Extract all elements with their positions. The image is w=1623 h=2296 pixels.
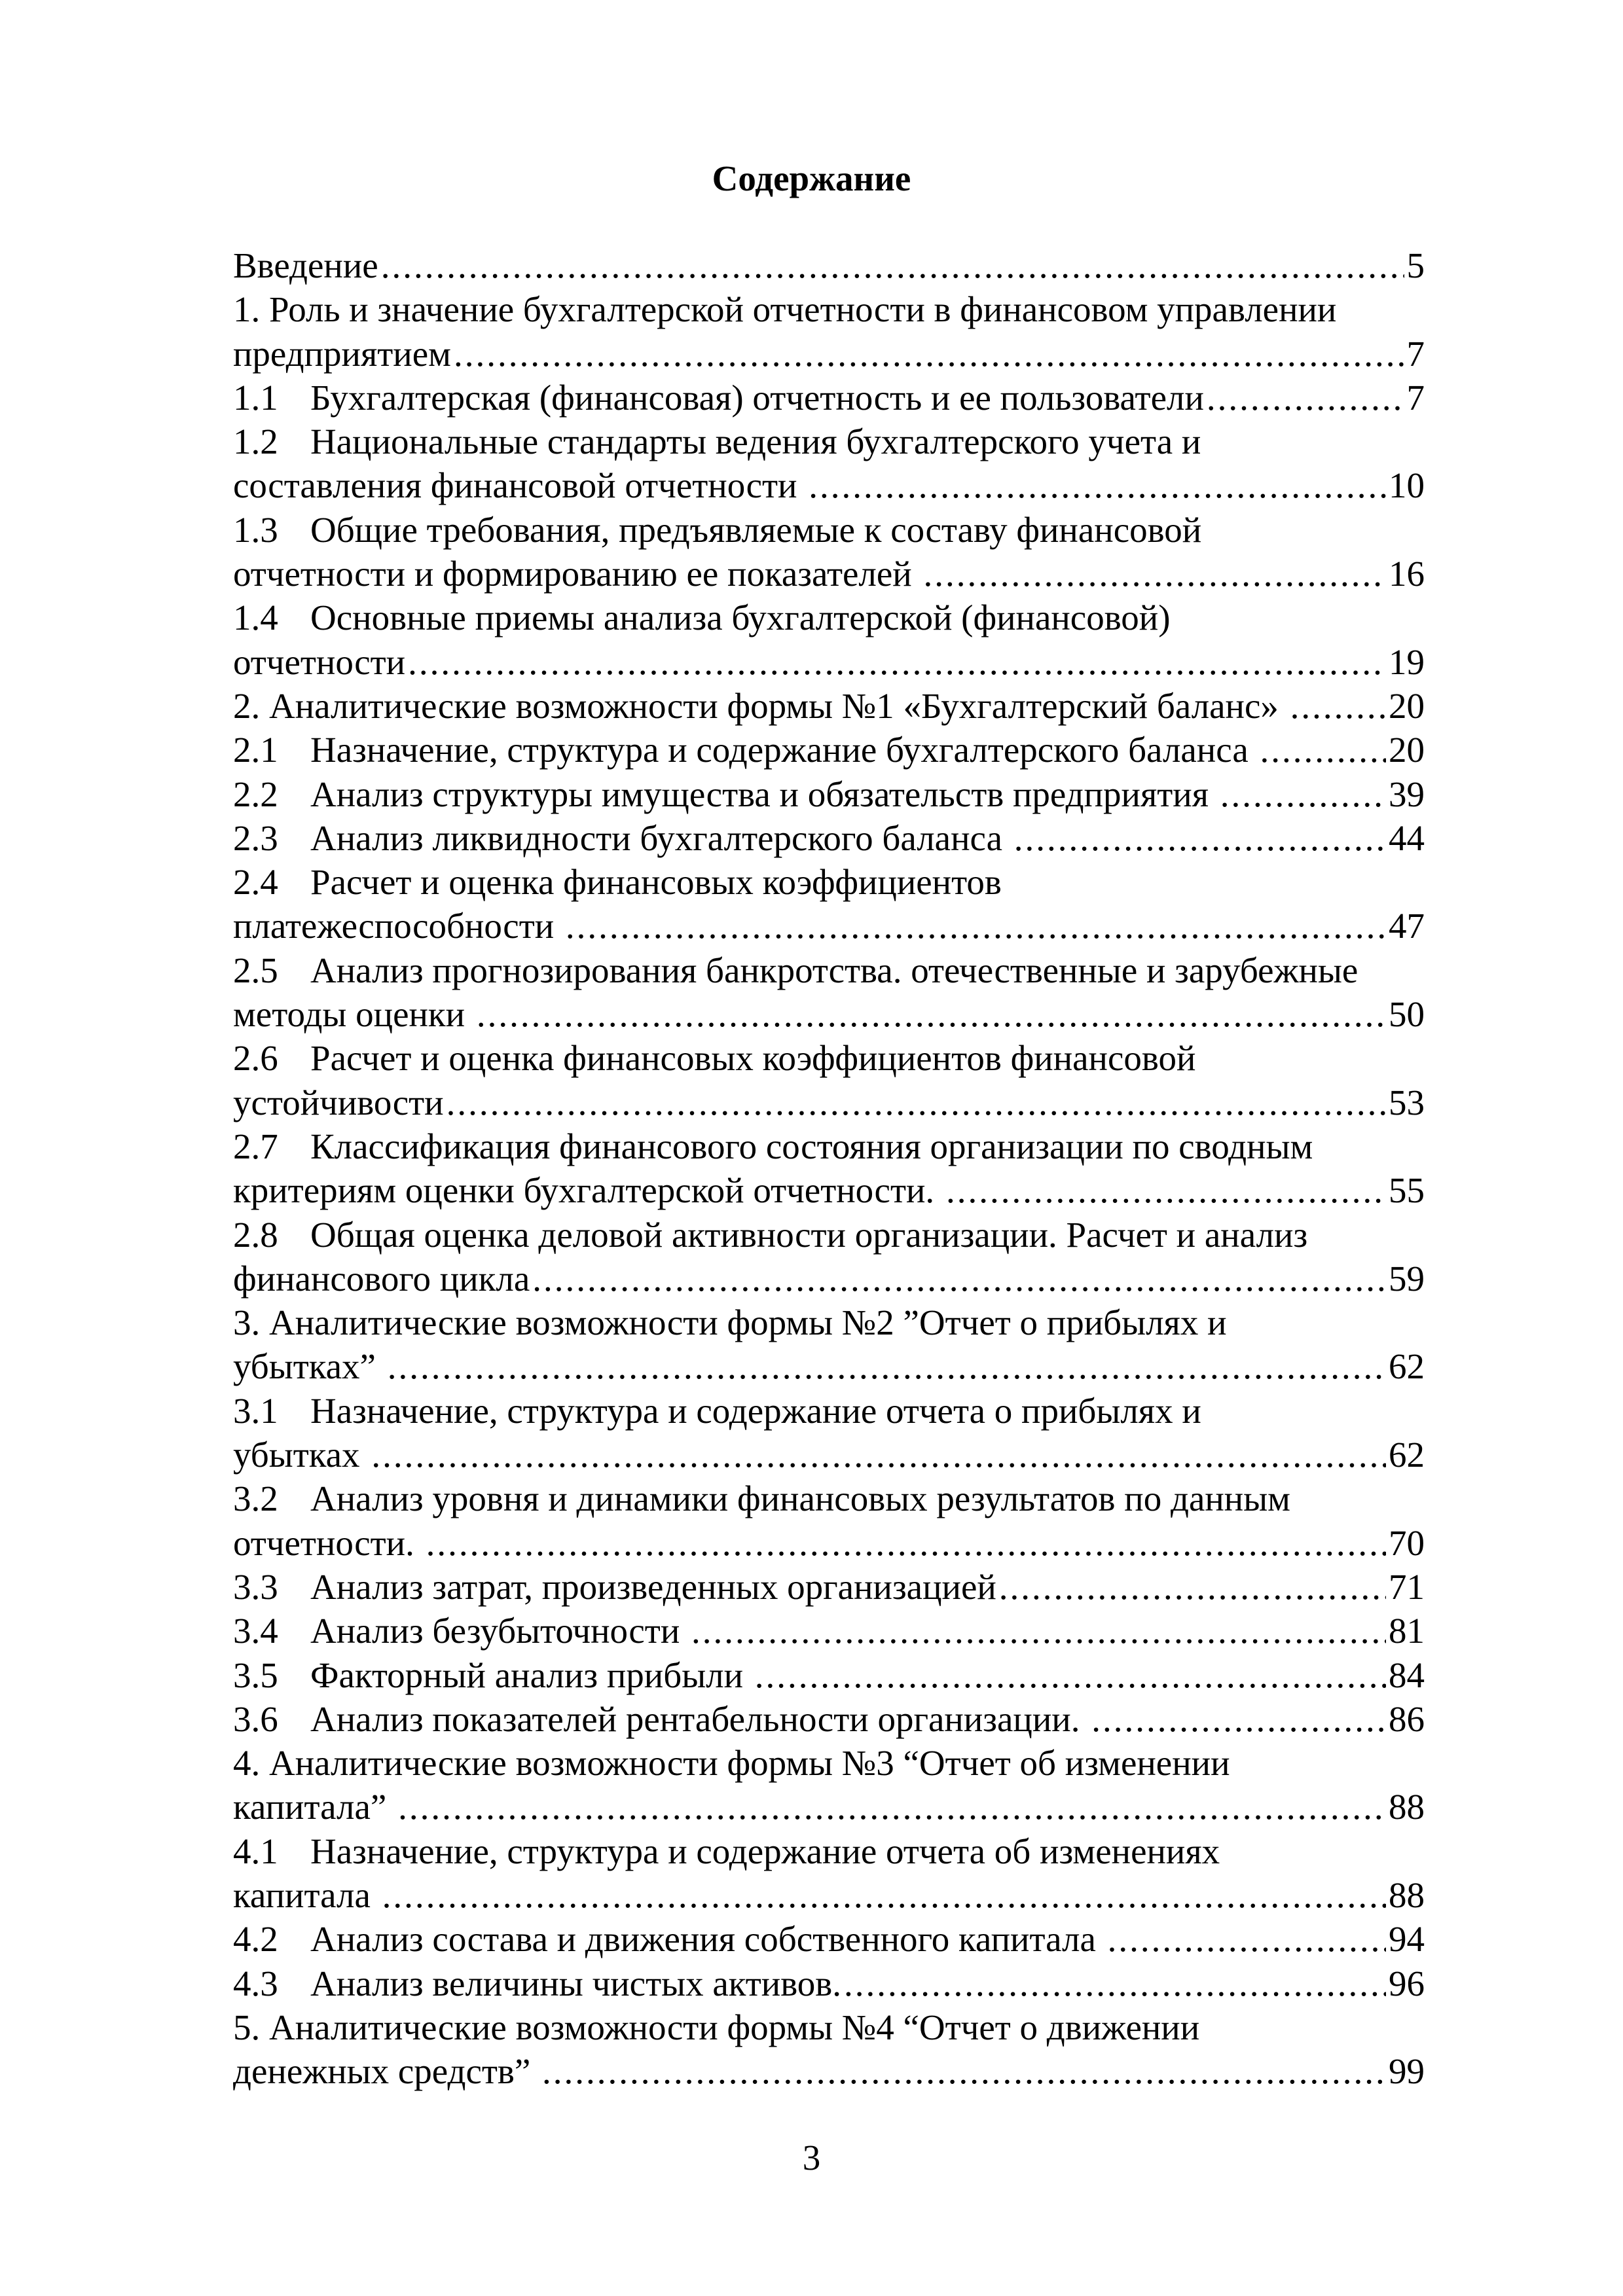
- toc-entry-number: 2.3: [233, 817, 278, 858]
- toc-entry-page: 7: [1406, 377, 1425, 418]
- toc-entry-number: 4.3: [233, 1963, 278, 2003]
- toc-entry: [233, 2005, 1425, 2094]
- toc-entry: [233, 1697, 1425, 1741]
- toc-entry-page: 88: [1389, 1874, 1425, 1915]
- toc-entry-title: устойчивости: [233, 1082, 444, 1122]
- toc-entry: [233, 728, 1425, 772]
- toc-entry-title: 3. Аналитические возможности формы №2 ”Отчет о прибылях и: [233, 1302, 1227, 1343]
- toc-entry-title: Анализ безубыточности: [310, 1611, 689, 1651]
- toc-entry-page: 47: [1389, 906, 1425, 946]
- toc-entry: [233, 287, 1425, 376]
- toc-entry: [233, 1609, 1425, 1653]
- toc-entry-title: Анализ состава и движения собственного капитала: [310, 1919, 1105, 1960]
- toc-entry-page: 16: [1389, 554, 1425, 594]
- toc-line: [233, 1962, 1425, 2005]
- toc-line: [233, 2005, 1425, 2049]
- toc-entry-number: 4.1: [233, 1831, 278, 1871]
- dot-leader: [809, 463, 1386, 507]
- toc-line: [233, 1036, 1425, 1080]
- toc-entry-number: 3.5: [233, 1655, 278, 1695]
- toc-line: [233, 420, 1425, 463]
- toc-entry-number: 1.1: [233, 377, 278, 418]
- dot-leader: [1014, 816, 1386, 860]
- toc-entry-number: 2.2: [233, 774, 278, 814]
- dot-leader: [1207, 376, 1404, 420]
- toc-entry-title: Анализ прогнозирования банкротства. отечественные и зарубежные: [310, 950, 1359, 990]
- toc-entry: [233, 772, 1425, 816]
- toc-line: [233, 1653, 1425, 1697]
- toc-entry-page: 20: [1389, 730, 1425, 770]
- toc-line: [233, 1344, 1425, 1388]
- toc-line: [233, 772, 1425, 816]
- toc-entry: [233, 816, 1425, 860]
- dot-leader: [454, 332, 1404, 376]
- toc-entry-page: 62: [1389, 1346, 1425, 1387]
- table-of-contents: [233, 243, 1425, 2093]
- toc-entry-title: Назначение, структура и содержание отчета об изменениях: [310, 1831, 1220, 1871]
- toc-entry-title: Бухгалтерская (финансовая) отчетность и ее пользователи: [310, 377, 1204, 418]
- toc-entry-title: 2. Аналитические возможности формы №1 «Бухгалтерский баланс»: [233, 685, 1288, 726]
- dot-leader: [566, 904, 1386, 948]
- toc-line: [233, 1741, 1425, 1785]
- toc-line: [233, 1081, 1425, 1124]
- toc-line: [233, 684, 1425, 728]
- toc-entry: [233, 508, 1425, 596]
- dot-leader: [755, 1653, 1386, 1697]
- toc-entry: [233, 1741, 1425, 1829]
- toc-entry-title: капитала”: [233, 1787, 396, 1827]
- toc-entry-title: Назначение, структура и содержание бухгалтерского баланса: [310, 730, 1258, 770]
- toc-entry-title: Классификация финансового состояния организации по сводным: [310, 1126, 1313, 1166]
- toc-entry: [233, 420, 1425, 508]
- toc-line: [233, 1829, 1425, 1873]
- toc-entry-page: 71: [1389, 1566, 1425, 1607]
- toc-line: [233, 2049, 1425, 2093]
- toc-entry-title: капитала: [233, 1874, 380, 1915]
- toc-entry-title: Основные приемы анализа бухгалтерской (финансовой): [310, 598, 1171, 638]
- toc-entry-number: 2.1: [233, 730, 278, 770]
- toc-entry-page: 84: [1389, 1655, 1425, 1695]
- toc-entry-number: 2.5: [233, 950, 278, 990]
- toc-line: [233, 1873, 1425, 1917]
- toc-entry-title: Анализ ликвидности бухгалтерского баланса: [310, 817, 1012, 858]
- dot-leader: [408, 640, 1386, 684]
- toc-entry-page: 39: [1389, 774, 1425, 814]
- toc-line: [233, 992, 1425, 1036]
- dot-leader: [1091, 1697, 1386, 1741]
- toc-line: [233, 1565, 1425, 1609]
- toc-entry-title: Анализ величины чистых активов.: [310, 1963, 842, 2003]
- toc-entry-page: 86: [1389, 1698, 1425, 1739]
- dot-leader: [388, 1344, 1386, 1388]
- toc-line: [233, 552, 1425, 596]
- toc-entry-title: Анализ показателей рентабельности организации.: [310, 1698, 1089, 1739]
- toc-entry-title: платежеспособности: [233, 906, 563, 946]
- toc-line: [233, 243, 1425, 287]
- dot-leader: [999, 1565, 1386, 1609]
- toc-entry-page: 81: [1389, 1611, 1425, 1651]
- toc-line: [233, 1609, 1425, 1653]
- toc-entry-page: 50: [1389, 994, 1425, 1035]
- toc-entry-title: финансового цикла: [233, 1258, 530, 1299]
- toc-entry-title: убытках: [233, 1435, 369, 1475]
- toc-entry-title: критериям оценки бухгалтерской отчетности.: [233, 1170, 943, 1211]
- toc-line: [233, 1257, 1425, 1300]
- toc-entry-title: методы оценки: [233, 994, 474, 1035]
- toc-entry-number: 1.4: [233, 598, 278, 638]
- toc-entry: [233, 1829, 1425, 1918]
- toc-entry: [233, 596, 1425, 684]
- dot-leader: [1260, 728, 1387, 772]
- toc-entry-number: 4.2: [233, 1919, 278, 1960]
- dot-leader: [1220, 772, 1386, 816]
- toc-line: [233, 1168, 1425, 1212]
- toc-entry: [233, 684, 1425, 728]
- toc-line: [233, 287, 1425, 331]
- toc-entry: [233, 1477, 1425, 1565]
- toc-entry-page: 5: [1406, 245, 1425, 285]
- page-number: 3: [802, 2138, 821, 2178]
- toc-entry-title: отчетности.: [233, 1522, 424, 1563]
- toc-entry-page: 53: [1389, 1082, 1425, 1122]
- toc-entry: [233, 376, 1425, 420]
- toc-entry-number: 3.2: [233, 1479, 278, 1519]
- toc-line: [233, 1697, 1425, 1741]
- toc-entry-title: Анализ уровня и динамики финансовых результатов по данным: [310, 1479, 1290, 1519]
- toc-entry-title: отчетности: [233, 641, 406, 682]
- toc-line: [233, 904, 1425, 948]
- toc-entry-page: 44: [1389, 817, 1425, 858]
- toc-line: [233, 332, 1425, 376]
- toc-entry-title: предприятием: [233, 333, 451, 374]
- toc-entry-number: 2.8: [233, 1214, 278, 1255]
- toc-entry: [233, 948, 1425, 1037]
- toc-line: [233, 1433, 1425, 1477]
- dot-leader: [381, 243, 1404, 287]
- toc-entry: [233, 1962, 1425, 2005]
- toc-entry-title: Факторный анализ прибыли: [310, 1655, 752, 1695]
- dot-leader: [923, 552, 1386, 596]
- toc-entry-number: 2.6: [233, 1038, 278, 1079]
- toc-entry: [233, 1036, 1425, 1124]
- dot-leader: [477, 992, 1386, 1036]
- toc-entry-title: Расчет и оценка финансовых коэффициентов: [310, 862, 1002, 903]
- toc-line: [233, 463, 1425, 507]
- toc-line: [233, 1300, 1425, 1344]
- toc-entry-title: Общие требования, предъявляемые к составу финансовой: [310, 509, 1202, 550]
- toc-line: [233, 1124, 1425, 1168]
- toc-entry-number: 3.6: [233, 1698, 278, 1739]
- toc-entry-page: 70: [1389, 1522, 1425, 1563]
- toc-entry-page: 19: [1389, 641, 1425, 682]
- dot-leader: [382, 1873, 1386, 1917]
- toc-line: [233, 1917, 1425, 1961]
- toc-entry-title: денежных средств”: [233, 2051, 540, 2092]
- toc-entry-title: Назначение, структура и содержание отчета о прибылях и: [310, 1390, 1201, 1431]
- toc-line: [233, 508, 1425, 552]
- toc-entry-page: 7: [1406, 333, 1425, 374]
- toc-line: [233, 728, 1425, 772]
- toc-entry-number: 3.4: [233, 1611, 278, 1651]
- toc-entry-title: Анализ структуры имущества и обязательств предприятия: [310, 774, 1218, 814]
- toc-line: [233, 1521, 1425, 1565]
- toc-entry-page: 20: [1389, 685, 1425, 726]
- toc-entry-title: 4. Аналитические возможности формы №3 “Отчет об изменении: [233, 1743, 1230, 1784]
- toc-entry-page: 55: [1389, 1170, 1425, 1211]
- dot-leader: [691, 1609, 1386, 1653]
- toc-entry-number: 1.2: [233, 422, 278, 462]
- toc-entry: [233, 1565, 1425, 1609]
- dot-leader: [1290, 684, 1386, 728]
- toc-entry-title: Национальные стандарты ведения бухгалтерского учета и: [310, 422, 1201, 462]
- toc-entry-page: 59: [1389, 1258, 1425, 1299]
- toc-entry-title: 5. Аналитические возможности формы №4 “Отчет о движении: [233, 2007, 1200, 2047]
- toc-line: [233, 860, 1425, 904]
- toc-entry: [233, 1124, 1425, 1213]
- dot-leader: [447, 1081, 1386, 1124]
- toc-line: [233, 816, 1425, 860]
- toc-entry-title: Введение: [233, 245, 378, 285]
- toc-entry-title: убытках”: [233, 1346, 385, 1387]
- toc-line: [233, 948, 1425, 992]
- toc-entry-page: 62: [1389, 1435, 1425, 1475]
- page-title: Содержание: [712, 158, 911, 198]
- toc-entry-number: 1.3: [233, 509, 278, 550]
- dot-leader: [426, 1521, 1386, 1565]
- dot-leader: [946, 1168, 1386, 1212]
- toc-entry-number: 3.3: [233, 1566, 278, 1607]
- toc-entry-page: 88: [1389, 1787, 1425, 1827]
- toc-line: [233, 1389, 1425, 1433]
- toc-entry: [233, 243, 1425, 287]
- toc-entry: [233, 1300, 1425, 1389]
- dot-leader: [398, 1785, 1386, 1829]
- toc-line: [233, 640, 1425, 684]
- dot-leader: [1108, 1917, 1386, 1961]
- toc-entry-page: 10: [1389, 465, 1425, 506]
- toc-entry-number: 3.1: [233, 1390, 278, 1431]
- dot-leader: [844, 1962, 1386, 2005]
- toc-line: [233, 596, 1425, 639]
- toc-line: [233, 376, 1425, 420]
- toc-entry-title: Общая оценка деловой активности организации. Расчет и анализ: [310, 1214, 1308, 1255]
- dot-leader: [532, 1257, 1386, 1300]
- toc-entry-title: отчетности и формированию ее показателей: [233, 554, 921, 594]
- toc-entry-number: 2.7: [233, 1126, 278, 1166]
- toc-line: [233, 1477, 1425, 1520]
- toc-entry: [233, 1653, 1425, 1697]
- toc-entry-page: 99: [1389, 2051, 1425, 2092]
- toc-line: [233, 1785, 1425, 1829]
- toc-entry-title: 1. Роль и значение бухгалтерской отчетности в финансовом управлении: [233, 289, 1337, 330]
- toc-entry-title: составления финансовой отчетности: [233, 465, 807, 506]
- toc-entry: [233, 1389, 1425, 1477]
- dot-leader: [542, 2049, 1386, 2093]
- toc-line: [233, 1213, 1425, 1257]
- toc-entry-number: 2.4: [233, 862, 278, 903]
- toc-entry: [233, 1917, 1425, 1961]
- toc-entry-title: Расчет и оценка финансовых коэффициентов финансовой: [310, 1038, 1196, 1079]
- toc-entry: [233, 1213, 1425, 1301]
- toc-entry-page: 94: [1389, 1919, 1425, 1960]
- dot-leader: [371, 1433, 1386, 1477]
- toc-entry: [233, 860, 1425, 948]
- toc-entry-title: Анализ затрат, произведенных организацией: [310, 1566, 996, 1607]
- toc-entry-page: 96: [1389, 1963, 1425, 2003]
